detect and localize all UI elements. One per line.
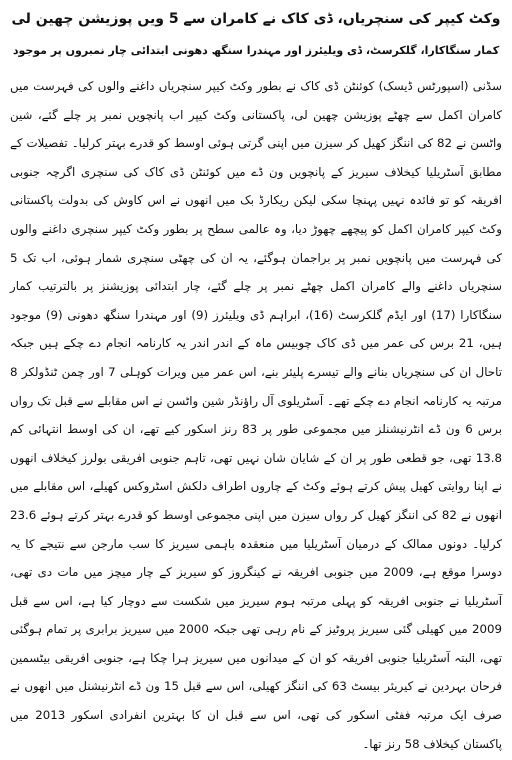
headline: [10, 4, 502, 66]
article-body: سڈنی (اسپورٹس ڈیسک) کوئنٹن ڈی کاک نے بطور وکٹ کیپر سنچریاں داغنے والوں کی فہرست میں کامران اکمل سے چھٹے پوزیشن چھین لی، پاکستانی وکٹ کیپر اب پانچویں نمبر پر چلے گئے، شین واٹسن نے 82 کی اننگز کھیل کر سیزن میں اپنی گرتی ہوئی اوسط کو قدرے بہتر کرلیا۔ تفصیلات کے مطابق آسٹریلیا کیخلاف سیریز کے پانچویں ون ڈے میں کوئنٹن ڈی کاک کی سنچری اگرچہ جنوبی افریقہ کو تو فائدہ نہیں پہنچا سکی لیکن ریکارڈ بک میں انھوں نے اس کاوش کی بدولت پاکستانی وکٹ کیپر کامران اکمل کو پیچھے چھوڑ دیا، وہ عالمی سطح پر بطور وکٹ کیپر سنچری داغنے والوں کی فہرست میں پانچویں نمبر پر براجمان ہوگئے، یہ ان کی چھٹی سنچری شمار ہوئی، اب تک 5 سنچریاں داغنے والے کامران اکمل چھٹے نمبر پر چلے گئے، چار ابتدائی پوزیشنز پر بالترتیب کمار سنگاکارا (17) اور ایڈم گلکرسٹ (16)، ابراہم ڈی ویلیئرز (9) اور مہندرا سنگھ دھونی (9) موجود ہیں، 21 برس کی عمر میں ڈی کاک چوبیس ماہ کے اندر اندر یہ کارنامہ انجام دے چکے ہیں جبکہ تاحال ان کی سنچریاں بنانے والے تیسرے پلیئر بنے، اس عمر میں ویرات کوہلی 7 اور چمن ٹنڈولکر 8 مرتبہ یہ کارنامہ انجام دے چکے تھے۔ آسٹریلوی آل راؤنڈر شین واٹسن نے اس مقابلے سے قبل تک رواں برس 6 ون ڈے انٹرنیشنلز میں مجموعی طور پر 83 رنز اسکور کیے تھے، ان کی اوسط انتہائی کم 13.8 تھی، جو قطعی طور پر ان کے شایان شان نہیں تھی، تاہم جنوبی افریقی بولرز کیخلاف انھوں نے اپنا روایتی کھیل پیش کرتے ہوئے وکٹ کے چاروں اطراف دلکش اسٹروکس کھیلے، اس مقابلے میں انھوں نے 82 کی اننگز کھیل کر رواں سیزن میں اپنی مجموعی اوسط کو قدرے بہتر کرتے ہوئے 23.6 کرلیا۔ دونوں ممالک کے درمیان آسٹریلیا میں منعقدہ باہمی سیریز کا سب مارجن سے نتیجے کا یہ دوسرا موقع ہے، 2009 میں جنوبی افریقہ نے کینگروز کو سیریز کے چار میچز میں مات دی تھی، آسٹریلیا نے جنوبی افریقہ کو پہلی مرتبہ ہوم سیریز میں شکست سے دوچار کیا ہے، اس سے قبل 2009 میں کھیلی گئی سیریز پروٹیز کے نام رہی تھی جبکہ 2000 میں سیریز برابری پر تمام ہوگئی تھی، البتہ آسٹریلیا جنوبی افریقہ کو ان کے میدانوں میں سیریز ہرا چکا ہے، جنوبی افریقی بیٹسمین فرحان بہردین نے کیریئر بیسٹ 63 کی اننگز کھیلی، اس سے قبل 15 ون ڈے انٹرنیشنل میں انھوں نے صرف ایک مرتبہ ففٹی اسکور کی تھی، اس سے قبل ان کا بہترین انفرادی اسکور 2013 میں پاکستان کیخلاف 58 رنز تھا۔: [10, 79, 503, 751]
headline-line-2: کمار سنگاکارا، گلکرسٹ، ڈی ویلیئرز اور مہندرا سنگھ دھونی ابتدائی چار نمبروں پر موجود: [12, 44, 500, 57]
headline-line-1: وکٹ کیپر کی سنچریاں، ڈی کاک نے کامران سے 5 ویں پوزیشن چھین لی: [11, 11, 501, 27]
